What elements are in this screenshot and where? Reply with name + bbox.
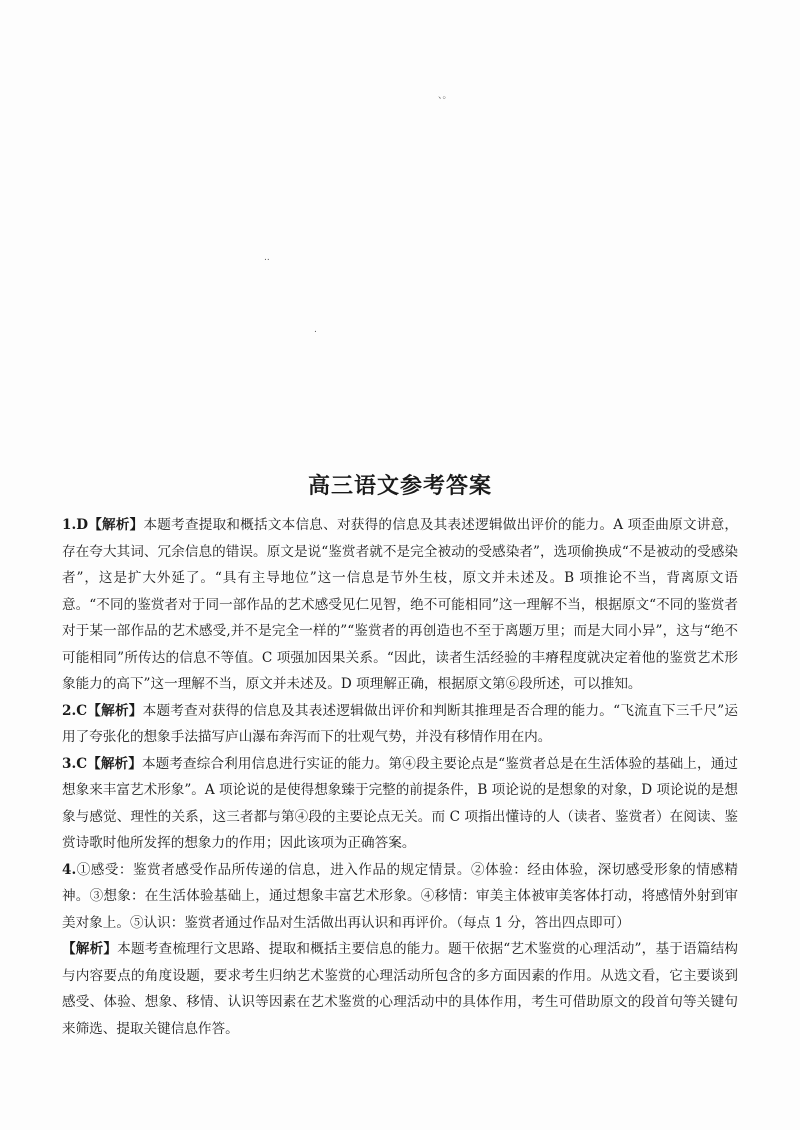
page-title: 高三语文参考答案: [307, 473, 492, 499]
answer-item-4: [62, 857, 738, 937]
answer-item-2: [62, 698, 738, 751]
answer-text: 本题考查综合利用信息进行实证的能力。第④段主要论点是“鉴赏者总是在生活体验的基础上，通过想象来丰富艺术形象”。A 项论说的是使得想象臻于完整的前提条件，B 项论说的是想象的对象，D 项论说的是想象与感觉、理性的关系，这三者都与第④段的主要论点无关。而 C 项指出懂诗的人（读者、鉴赏者）在阅读、鉴赏诗歌时他所发挥的想象力的作用；因此该项为正确答案。: [62, 755, 739, 851]
analysis-tag: 【解析】: [87, 702, 143, 719]
analysis-tag: 【解析】: [87, 755, 142, 772]
answer-item-4-analysis: [62, 936, 738, 1042]
analysis-tag: 【解析】: [62, 941, 118, 957]
answer-label: 2.C: [62, 702, 88, 719]
answer-list: [62, 512, 738, 1042]
answer-text: 本题考查对获得的信息及其表述逻辑做出评价和判断其推理是否合理的能力。“飞流直下三千尺”运用了夸张化的想象手法描写庐山瀑布奔泻而下的壮观气势，并没有移情作用在内。: [62, 702, 738, 745]
scan-artifact: 、。: [438, 91, 452, 101]
analysis-tag: 【解析】: [87, 517, 144, 533]
answer-text: ①感受：鉴赏者感受作品所传递的信息，进入作品的规定情景。②体验：经由体验，深切感受形象的情感精神。③想象：在生活体验基础上，通过想象丰富艺术形象。④移情：审美主体被审美客体打动，将感情外射到审美对象上。⑤认识：鉴赏者通过作品对生活做出再认识和再评价。（每点 1 分，答出四点即可）: [62, 861, 738, 931]
answer-label: 4.: [62, 861, 77, 878]
answer-item-3: [62, 751, 738, 857]
answer-item-1: [62, 512, 738, 698]
scan-artifact: .: [314, 325, 317, 335]
answer-text: 本题考查梳理行文思路、提取和概括主要信息的能力。题干依据“艺术鉴赏的心理活动”，基于语篇结构与内容要点的角度设题，要求考生归纳艺术鉴赏的心理活动所包含的多方面因素的作用。从选文看，它主要谈到感受、体验、想象、移情、认识等因素在艺术鉴赏的心理活动中的具体作用，考生可借助原文的段首句等关键句来筛选、提取关键信息作答。: [62, 941, 739, 1037]
answer-label: 3.C: [62, 755, 88, 772]
scan-artifact: ..: [264, 253, 270, 263]
answer-text: 本题考查提取和概括文本信息、对获得的信息及其表述逻辑做出评价的能力。A 项歪曲原文讲意，存在夸大其词、冗余信息的错误。原文是说“鉴赏者就不是完全被动的受感染者”，选项偷换成“不是被动的受感染者”，这是扩大外延了。“具有主导地位”这一信息是节外生枝，原文并未述及。B 项推论不当，背离原文语意。“不同的鉴赏者对于同一部作品的艺术感受见仁见智，绝不可能相同”这一理解不当，根据原文“不同的鉴赏者对于某一部作品的艺术感受,并不是完全一样的”“鉴赏者的再创造也不至于离题万里；而是大同小异”，这与“绝不可能相同”所传达的信息不等值。C 项强加因果关系。“因此，读者生活经验的丰瘠程度就决定着他的鉴赏艺术形象能力的高下”这一理解不当，原文并未述及。D 项理解正确，根据原文第⑥段所述，可以推知。: [62, 517, 738, 692]
answer-label: 1.D: [62, 517, 88, 533]
